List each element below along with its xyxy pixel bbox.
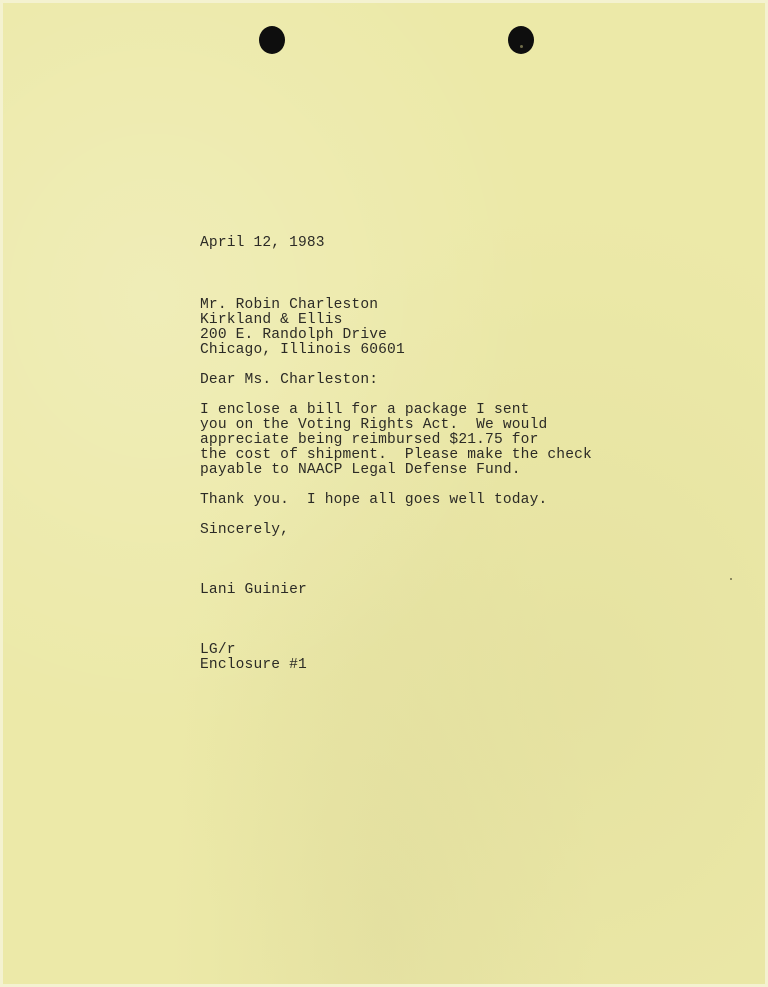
body-line: you on the Voting Rights Act. We would bbox=[200, 417, 548, 433]
body-line: the cost of shipment. Please make the check bbox=[200, 447, 592, 463]
typist-initials: LG/r bbox=[200, 642, 236, 658]
body-line: payable to NAACP Legal Defense Fund. bbox=[200, 462, 521, 478]
recipient-address bbox=[200, 298, 405, 358]
punch-hole-right bbox=[508, 26, 534, 54]
signature-name: Lani Guinier bbox=[200, 582, 307, 598]
paper-speck bbox=[730, 578, 732, 580]
enclosure-note: Enclosure #1 bbox=[200, 657, 307, 673]
recipient-street: 200 E. Randolph Drive bbox=[200, 327, 388, 343]
closing: Sincerely, bbox=[200, 522, 290, 538]
salutation: Dear Ms. Charleston: bbox=[200, 372, 379, 388]
thanks-line: Thank you. I hope all goes well today. bbox=[200, 492, 548, 508]
body-line: I enclose a bill for a package I sent bbox=[200, 402, 530, 418]
reference-block bbox=[200, 643, 307, 673]
recipient-name: Mr. Robin Charleston bbox=[200, 297, 379, 313]
body-line: appreciate being reimbursed $21.75 for bbox=[200, 432, 539, 448]
punch-hole-left bbox=[259, 26, 285, 54]
letter-date: April 12, 1983 bbox=[200, 235, 325, 251]
paper-speck bbox=[520, 45, 523, 48]
body-paragraph bbox=[200, 403, 592, 478]
recipient-city: Chicago, Illinois 60601 bbox=[200, 342, 405, 358]
recipient-firm: Kirkland & Ellis bbox=[200, 312, 343, 328]
